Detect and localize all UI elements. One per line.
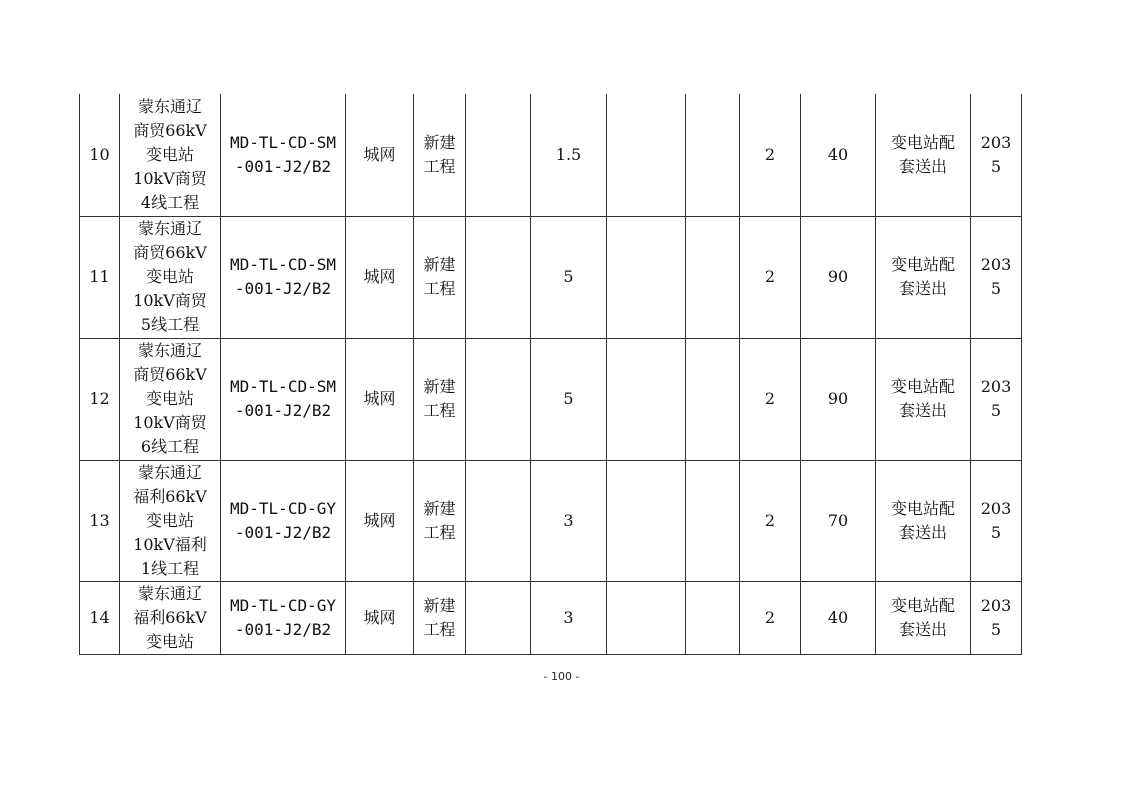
- completion-year: [971, 460, 1022, 581]
- construction-type-line: 工程: [423, 619, 456, 639]
- project-name-line: 蒙东通辽: [137, 219, 202, 238]
- project-name-line: 商贸66kV: [133, 243, 207, 262]
- construction-type-line: 新建: [423, 132, 456, 152]
- value-a: 2: [740, 216, 801, 338]
- construction-type-line: 工程: [423, 401, 456, 420]
- project-code-line: -001-J2/B2: [234, 279, 332, 298]
- project-name-line: 变电站: [145, 389, 194, 408]
- empty-cell: [607, 581, 686, 654]
- empty-cell: [686, 94, 740, 216]
- area-type: 城网: [346, 216, 414, 338]
- project-name-line: 10kV商贸: [133, 291, 207, 310]
- project-name-line: 商贸66kV: [133, 365, 207, 384]
- completion-year-line: 203: [980, 377, 1012, 396]
- construction-type-line: 工程: [423, 279, 456, 298]
- value-a: 2: [740, 94, 801, 216]
- row-number: 10: [80, 94, 120, 216]
- completion-year-line: 5: [990, 522, 1002, 542]
- project-name-line: 10kV福利: [133, 534, 207, 554]
- empty-cell: [686, 338, 740, 460]
- value-a: 2: [740, 581, 801, 654]
- table-row: [80, 581, 1022, 654]
- completion-year-line: 5: [990, 619, 1002, 639]
- project-name-line: 6线工程: [140, 437, 200, 456]
- project-name-line: 福利66kV: [133, 607, 207, 627]
- area-type: 城网: [346, 338, 414, 460]
- row-number: 14: [80, 581, 120, 654]
- line-length: 1.5: [531, 94, 607, 216]
- completion-year-line: 5: [990, 156, 1002, 176]
- project-name: [120, 581, 221, 654]
- project-name-line: 1线工程: [140, 558, 200, 578]
- project-code: [221, 581, 346, 654]
- line-length: 5: [531, 216, 607, 338]
- project-name-line: 变电站: [145, 267, 194, 286]
- construction-type: [414, 216, 466, 338]
- completion-year-line: 5: [990, 279, 1002, 298]
- remark-line: 变电站配: [890, 132, 955, 152]
- empty-cell: [607, 94, 686, 216]
- remark-line: 套送出: [898, 522, 947, 542]
- project-name-line: 商贸66kV: [133, 120, 207, 140]
- remark-line: 套送出: [898, 619, 947, 639]
- completion-year-line: 203: [980, 498, 1012, 518]
- row-number: 13: [80, 460, 120, 581]
- empty-cell: [466, 338, 531, 460]
- construction-type-line: 新建: [423, 498, 456, 518]
- construction-type-line: 新建: [423, 595, 456, 615]
- project-name-line: 蒙东通辽: [137, 341, 202, 360]
- value-b: 70: [801, 460, 876, 581]
- project-name-line: 福利66kV: [133, 486, 207, 506]
- empty-cell: [686, 216, 740, 338]
- construction-type-line: 工程: [423, 522, 456, 542]
- project-name-line: 蒙东通辽: [137, 96, 202, 116]
- project-name-line: 4线工程: [140, 192, 200, 212]
- project-name-line: 变电站: [145, 631, 194, 651]
- empty-cell: [466, 581, 531, 654]
- completion-year: [971, 216, 1022, 338]
- empty-cell: [607, 216, 686, 338]
- remark-line: 套送出: [898, 156, 947, 176]
- construction-type-line: 新建: [423, 255, 456, 274]
- value-b: 40: [801, 581, 876, 654]
- project-code: [221, 338, 346, 460]
- project-name: [120, 94, 221, 216]
- table-row: [80, 94, 1022, 216]
- line-length: 3: [531, 581, 607, 654]
- construction-type: [414, 460, 466, 581]
- completion-year-line: 203: [980, 595, 1012, 615]
- table-row: [80, 216, 1022, 338]
- value-a: 2: [740, 460, 801, 581]
- empty-cell: [607, 460, 686, 581]
- remark-line: 变电站配: [890, 595, 955, 615]
- remark: [876, 581, 971, 654]
- construction-type: [414, 94, 466, 216]
- project-name-line: 10kV商贸: [133, 168, 207, 188]
- empty-cell: [607, 338, 686, 460]
- value-b: 40: [801, 94, 876, 216]
- remark: [876, 460, 971, 581]
- area-type: 城网: [346, 94, 414, 216]
- remark-line: 变电站配: [890, 255, 955, 274]
- remark: [876, 338, 971, 460]
- area-type: 城网: [346, 581, 414, 654]
- project-name-line: 蒙东通辽: [137, 462, 202, 482]
- completion-year: [971, 581, 1022, 654]
- construction-type-line: 新建: [423, 377, 456, 396]
- page-number: - 100 -: [543, 670, 580, 683]
- project-name-line: 变电站: [145, 510, 194, 530]
- table-row: [80, 338, 1022, 460]
- construction-type: [414, 338, 466, 460]
- empty-cell: [466, 460, 531, 581]
- remark-line: 变电站配: [890, 377, 955, 396]
- project-name: [120, 460, 221, 581]
- table-row: [80, 460, 1022, 581]
- value-b: 90: [801, 338, 876, 460]
- completion-year: [971, 94, 1022, 216]
- empty-cell: [466, 216, 531, 338]
- project-name-line: 10kV商贸: [133, 413, 207, 432]
- project-code: [221, 94, 346, 216]
- project-code-line: -001-J2/B2: [234, 156, 332, 176]
- project-code-line: MD-TL-CD-SM: [230, 132, 336, 152]
- empty-cell: [466, 94, 531, 216]
- remark-line: 变电站配: [890, 498, 955, 518]
- value-a: 2: [740, 338, 801, 460]
- empty-cell: [686, 460, 740, 581]
- construction-type: [414, 581, 466, 654]
- project-code-line: MD-TL-CD-SM: [230, 377, 336, 396]
- completion-year-line: 203: [980, 132, 1012, 152]
- completion-year-line: 203: [980, 255, 1012, 274]
- project-code-line: MD-TL-CD-SM: [230, 255, 336, 274]
- project-name-line: 变电站: [145, 144, 194, 164]
- project-name: [120, 338, 221, 460]
- remark-line: 套送出: [898, 279, 947, 298]
- row-number: 11: [80, 216, 120, 338]
- table-body: [80, 94, 1022, 654]
- completion-year-line: 5: [990, 401, 1002, 420]
- empty-cell: [686, 581, 740, 654]
- project-code-line: MD-TL-CD-GY: [230, 498, 336, 518]
- project-code-line: -001-J2/B2: [234, 522, 332, 542]
- project-code-line: -001-J2/B2: [234, 619, 332, 639]
- project-table: [79, 94, 1022, 655]
- project-code: [221, 460, 346, 581]
- project-name-line: 蒙东通辽: [137, 583, 202, 603]
- project-name: [120, 216, 221, 338]
- project-code: [221, 216, 346, 338]
- value-b: 90: [801, 216, 876, 338]
- line-length: 3: [531, 460, 607, 581]
- remark-line: 套送出: [898, 401, 947, 420]
- completion-year: [971, 338, 1022, 460]
- area-type: 城网: [346, 460, 414, 581]
- remark: [876, 94, 971, 216]
- project-code-line: MD-TL-CD-GY: [230, 595, 336, 615]
- construction-type-line: 工程: [423, 156, 456, 176]
- project-name-line: 5线工程: [140, 315, 200, 334]
- project-code-line: -001-J2/B2: [234, 401, 332, 420]
- remark: [876, 216, 971, 338]
- row-number: 12: [80, 338, 120, 460]
- line-length: 5: [531, 338, 607, 460]
